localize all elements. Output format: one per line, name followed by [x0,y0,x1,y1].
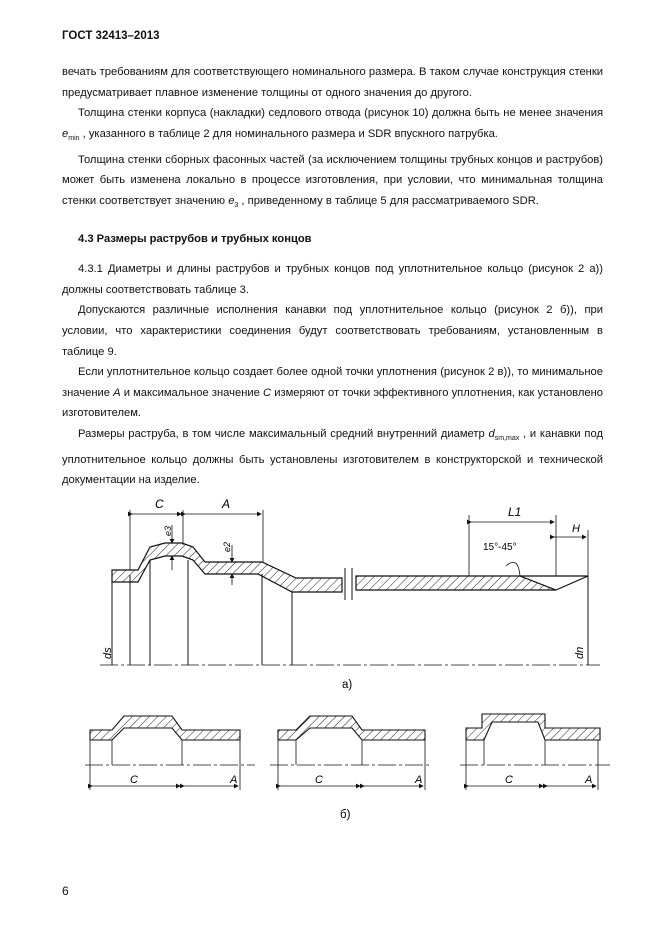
label-C-b1: C [130,774,138,786]
paragraph-7: Размеры раструба, в том числе максимальный средний внутренний диаметр $d_{sm,max}$ , и канавки под уплотнительное кольцо должны быть установлены изготовителем в конструкторской и технической документации на изделие. [62,427,603,487]
paragraph-4: 4.3.1 Диаметры и длины раструбов и трубных концов под уплотнительное кольцо (рисунок 2 а)) должны соответствовать таблице 3. [62,263,603,296]
document-code-header: ГОСТ 32413–2013 [62,30,160,42]
figure-2b-variant-2 [270,716,430,790]
label-C-top: C [155,497,164,511]
page-number: 6 [62,884,69,898]
label-angle: 15°-45° [483,542,517,553]
label-L1: L1 [508,505,522,519]
label-A-top: A [222,497,231,511]
section-title: 4.3 Размеры раструбов и трубных концов [78,232,312,245]
label-ds: ds [102,647,114,659]
paragraph-6: Если уплотнительное кольцо создает более одной точки уплотнения (рисунок 2 в)), то минимальное значение A и максимальное значение C измеряют от точки эффективного уплотнения, как установлено изготовителем. [62,366,604,420]
paragraph-2: Толщина стенки корпуса (накладки) седлового отвода (рисунок 10) должна быть не менее значения $e_{min}$ , указанного в таблице 2 для номинального размера и SDR впускного патрубка. [62,107,603,143]
figure-2b-variant-3 [460,714,610,790]
label-C-b2: C [315,774,323,786]
label-H: H [572,523,580,535]
paragraph-3: Толщина стенки сборных фасонных частей (за исключением толщины трубных концов и раструбов) может быть изменена локально в процессе изготовления, при условии, что минимальная толщина стенки соответствует значению $e_3$ , приведенному в таблице 5 для рассматриваемого SDR. [62,153,603,210]
label-C-b3: C [505,774,513,786]
paragraph-1: вечать требованиям для соответствующего номинального размера. В таком случае конструкция стенки предусматривает плавное изменение толщины от одного значения до другого. [62,66,603,99]
label-e3: e3 [163,525,173,536]
label-A-b2: A [415,774,423,786]
caption-a: а) [342,679,353,691]
caption-b: б) [340,809,351,821]
figure-2b-variant-1 [85,716,255,790]
label-A-b1: A [230,774,238,786]
label-dn: dn [574,646,586,659]
label-A-b3: A [585,774,593,786]
label-e2: e2 [222,541,232,552]
paragraph-5: Допускаются различные исполнения канавки под уплотнительное кольцо (рисунок 2 б)), при условии, что характеристики соединения будут соответствовать требованиям, установленным в таблице 9. [62,304,603,358]
